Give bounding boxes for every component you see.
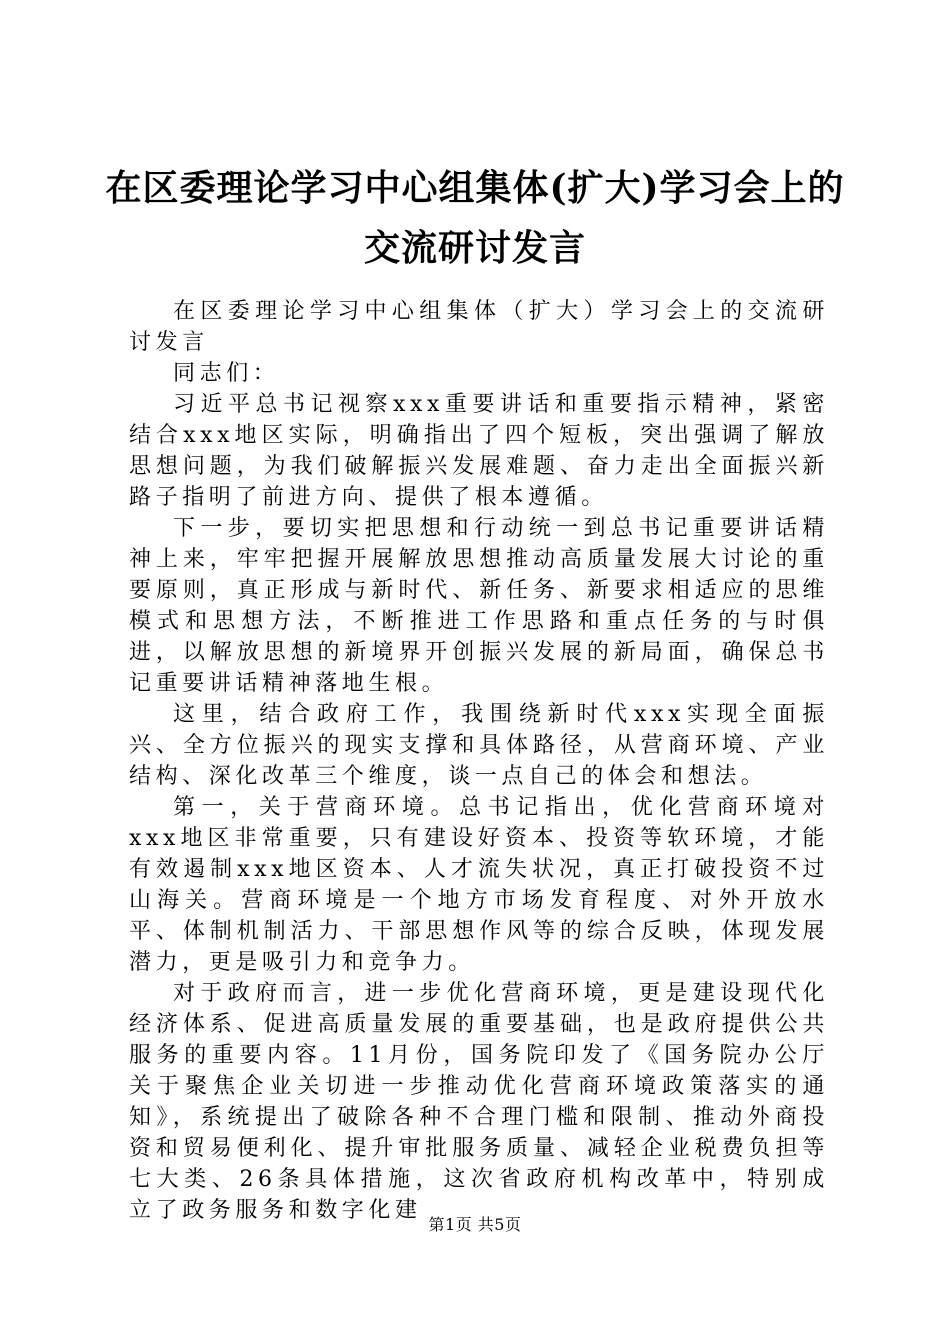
page-footer: 第1页 共5页 xyxy=(428,1215,522,1234)
paragraph-3: 这里，结合政府工作，我围绕新时代xxx实现全面振兴、全方位振兴的现实支撑和具体路径，从营商环境、产业结构、深化改革三个维度，谈一点自己的体会和想法。 xyxy=(129,702,829,789)
paragraph-salutation: 同志们： xyxy=(173,361,280,386)
paragraph-heading-repeat: 在区委理论学习中心组集体（扩大）学习会上的交流研讨发言 xyxy=(129,299,829,355)
document-title: 在区委理论学习中心组集体(扩大)学习会上的交流研讨发言 xyxy=(105,167,845,269)
paragraph-1: 习近平总书记视察xxx重要讲话和重要指示精神，紧密结合xxx地区实际，明确指出了四个短板，突出强调了解放思想问题，为我们破解振兴发展难题、奋力走出全面振兴新路子指明了前进方向、提供了根本遵循。 xyxy=(129,392,829,510)
document-body xyxy=(129,296,829,1226)
paragraph-5: 对于政府而言，进一步优化营商环境，更是建设现代化经济体系、促进高质量发展的重要基础，也是政府提供公共服务的重要内容。11月份，国务院印发了《国务院办公厅关于聚焦企业关切进一步推动优化营商环境政策落实的通知》，系统提出了破除各种不合理门槛和限制、推动外商投资和贸易便利化、提升审批服务质量、减轻企业税费负担等七大类、26条具体措施，这次省政府机构改革中，特别成立了政务服务和数字化建 xyxy=(129,981,829,1223)
paragraph-4: 第一，关于营商环境。总书记指出，优化营商环境对xxx地区非常重要，只有建设好资本、投资等软环境，才能有效遏制xxx地区资本、人才流失状况，真正打破投资不过山海关。营商环境是一个地方市场发育程度、对外开放水平、体制机制活力、干部思想作风等的综合反映，体现发展潜力，更是吸引力和竞争力。 xyxy=(129,795,829,975)
paragraph-2: 下一步，要切实把思想和行动统一到总书记重要讲话精神上来，牢牢把握开展解放思想推动高质量发展大讨论的重要原则，真正形成与新时代、新任务、新要求相适应的思维模式和思想方法，不断推进工作思路和重点任务的与时俱进，以解放思想的新境界开创振兴发展的新局面，确保总书记重要讲话精神落地生根。 xyxy=(129,516,829,696)
